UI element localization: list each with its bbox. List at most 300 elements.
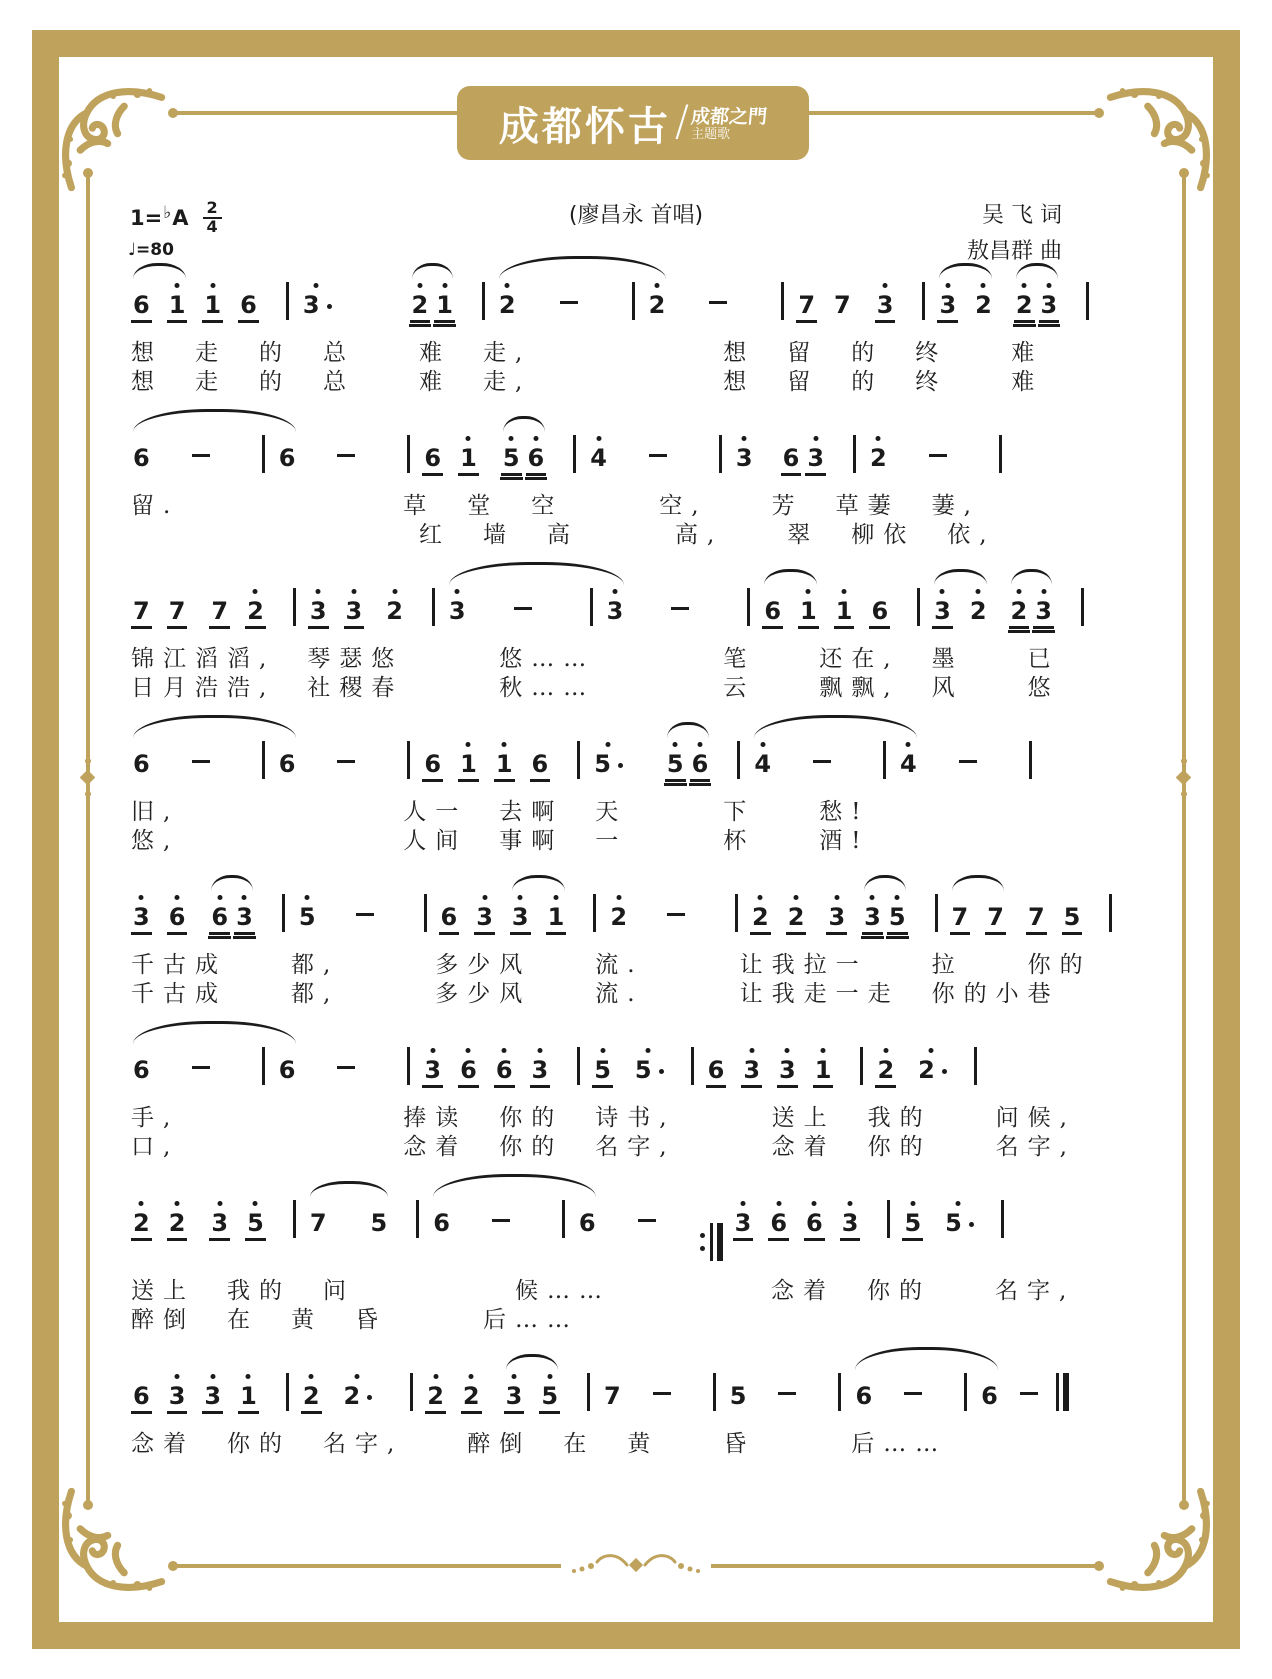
- octave-dot: [442, 283, 447, 288]
- octave-dot: [616, 895, 621, 900]
- lyric-row-2: 口, 念着 你的 名字, 念着 你的 名字,: [131, 1134, 1076, 1160]
- music-system: [131, 1017, 1081, 1162]
- slur-arc: [499, 256, 666, 279]
- slur-arc: [952, 875, 1004, 891]
- octave-dot: [883, 283, 888, 288]
- note-token: 6: [422, 751, 443, 782]
- note-token: 5: [501, 445, 522, 476]
- note-token: 3: [301, 292, 332, 320]
- note-token: 7: [1026, 904, 1047, 935]
- barline: [1029, 741, 1032, 779]
- octave-dot: [673, 742, 678, 747]
- octave-dot: [612, 589, 617, 594]
- octave-dot: [1041, 589, 1046, 594]
- octave-dot: [518, 895, 523, 900]
- music-system: [131, 711, 1081, 856]
- note-token: 2: [916, 1057, 947, 1085]
- octave-dot: [466, 742, 471, 747]
- note-token: 1: [546, 904, 567, 935]
- octave-dot: [217, 895, 222, 900]
- notes-row: [131, 405, 1081, 492]
- augmentation-dot: [942, 1069, 947, 1074]
- octave-dot: [553, 895, 558, 900]
- corner-flourish-icon: [56, 82, 166, 192]
- key-letter: A: [172, 205, 189, 230]
- dash-token: [337, 446, 355, 470]
- lyric-row-1: 念着 你的 名字, 醉倒 在 黄 昏 后……: [131, 1431, 948, 1457]
- note-token: 2: [786, 904, 807, 935]
- note-token: 6: [804, 1210, 825, 1241]
- barline: [407, 1047, 410, 1085]
- note-token: 5: [887, 904, 908, 935]
- dash-token: [337, 1058, 355, 1082]
- barline: [737, 741, 740, 779]
- note-token: 6: [762, 598, 783, 629]
- lyric-row-1: 手, 捧读 你的 诗书, 送上 我的 问候,: [131, 1105, 1076, 1131]
- octave-dot: [794, 895, 799, 900]
- barline: [1081, 588, 1084, 626]
- octave-dot: [469, 1374, 474, 1379]
- octave-dot: [139, 895, 144, 900]
- note-token: 3: [777, 1057, 798, 1088]
- octave-dot: [945, 283, 950, 288]
- title-subtitle-name: 成都之門: [690, 105, 769, 128]
- dash-token: [813, 752, 831, 776]
- premiere-credit: (廖昌永 首唱): [568, 203, 704, 228]
- note-token: 6: [781, 445, 802, 476]
- note-token: 2: [245, 598, 266, 629]
- octave-dot: [821, 1048, 826, 1053]
- note-token: 7: [131, 598, 152, 629]
- music-system: [131, 1343, 1081, 1459]
- note-token: 6: [238, 292, 259, 323]
- octave-dot: [883, 1048, 888, 1053]
- octave-dot: [433, 1374, 438, 1379]
- note-token: 5: [245, 1210, 266, 1241]
- dash-token: [356, 905, 374, 929]
- barline: [293, 588, 296, 626]
- barline: [974, 1047, 977, 1085]
- slur-arc: [310, 1181, 388, 1197]
- note-token: 2: [461, 1383, 482, 1414]
- octave-dot: [246, 1374, 251, 1379]
- note-token: 4: [898, 751, 919, 779]
- slur-arc: [133, 1021, 296, 1044]
- note-token: 1: [202, 292, 223, 323]
- octave-dot: [466, 1048, 471, 1053]
- lyric-row-1: 想 走 的 总 难 走, 想 留 的 终 难: [131, 340, 1044, 366]
- slur-arc: [412, 263, 453, 279]
- note-token: 6: [433, 1209, 450, 1237]
- octave-dot: [806, 589, 811, 594]
- note-token: 2: [384, 598, 405, 626]
- barline: [781, 282, 784, 320]
- note-token: 1: [494, 751, 515, 782]
- barline: [262, 741, 265, 779]
- music-system: [131, 405, 1081, 550]
- note-token: 6: [494, 1057, 515, 1088]
- note-token: 2: [868, 445, 889, 473]
- note-token: 5: [943, 1210, 974, 1238]
- note-token: 6: [209, 904, 230, 935]
- page-title: 成都怀古: [498, 103, 671, 150]
- slur-arc: [754, 715, 917, 738]
- note-token: 3: [422, 1057, 443, 1088]
- dash-token: [653, 1384, 671, 1408]
- octave-dot: [537, 1048, 542, 1053]
- note-token: 6: [131, 292, 152, 323]
- octave-dot: [760, 742, 765, 747]
- octave-dot: [309, 1374, 314, 1379]
- octave-dot: [175, 283, 180, 288]
- barline: [853, 435, 856, 473]
- barline: [719, 435, 722, 473]
- octave-dot: [976, 589, 981, 594]
- lyric-row-2: 千古成 都, 多少风 流. 让我走一走 你的小巷: [131, 981, 1060, 1007]
- barline: [691, 1047, 694, 1085]
- note-token: 2: [608, 904, 629, 932]
- dash-token: [929, 446, 947, 470]
- note-token: 2: [342, 1383, 373, 1411]
- octave-dot: [242, 895, 247, 900]
- lyric-row-1: 送上 我的 问 候…… 念着 你的 名字,: [131, 1278, 1076, 1304]
- lyric-row-2: 日月浩浩, 社稷春 秋…… 云 飘飘, 风 悠: [131, 675, 1060, 701]
- octave-dot: [605, 742, 610, 747]
- slur-arc: [211, 875, 253, 891]
- note-token: 5: [729, 1382, 747, 1410]
- note-token: 2: [968, 598, 989, 626]
- note-token: 5: [633, 1057, 664, 1085]
- octave-dot: [210, 283, 215, 288]
- octave-dot: [654, 283, 659, 288]
- barline: [587, 1373, 590, 1411]
- barline: [562, 1200, 565, 1238]
- note-token: 6: [133, 750, 150, 778]
- note-token: 6: [458, 1057, 479, 1088]
- octave-dot: [842, 589, 847, 594]
- octave-dot: [876, 436, 881, 441]
- notes-row: [131, 711, 1081, 798]
- barline: [1109, 894, 1112, 932]
- note-token: 6: [706, 1057, 727, 1088]
- octave-dot: [870, 895, 875, 900]
- slur-arc: [133, 715, 296, 738]
- final-barline: [1056, 1373, 1069, 1411]
- octave-dot: [175, 895, 180, 900]
- lyric-row-1: 旧, 人一 去啊 天 下 愁!: [131, 799, 870, 825]
- octave-dot: [813, 436, 818, 441]
- octave-dot: [776, 1201, 781, 1206]
- barline: [935, 894, 938, 932]
- octave-dot: [217, 1201, 222, 1206]
- barline: [1086, 282, 1089, 320]
- augmentation-dot: [327, 304, 332, 309]
- octave-dot: [430, 1048, 435, 1053]
- note-token: 1: [458, 445, 479, 476]
- octave-dot: [482, 895, 487, 900]
- inner-border-left: [86, 172, 90, 1506]
- barline: [407, 741, 410, 779]
- corner-flourish-icon: [1106, 1487, 1216, 1597]
- barline: [293, 1200, 296, 1238]
- dash-token: [1020, 1384, 1038, 1408]
- barline: [262, 1047, 265, 1085]
- note-token: 3: [932, 598, 953, 629]
- octave-dot: [175, 1201, 180, 1206]
- octave-dot: [740, 1201, 745, 1206]
- slur-arc: [864, 875, 906, 891]
- augmentation-dot: [969, 1222, 974, 1227]
- octave-dot: [305, 895, 310, 900]
- note-token: 1: [798, 598, 819, 629]
- augmentation-dot: [659, 1069, 664, 1074]
- dash-token: [192, 1058, 210, 1082]
- barline: [860, 1047, 863, 1085]
- octave-dot: [895, 895, 900, 900]
- right-edge-ornament-icon: [1178, 758, 1189, 797]
- note-token: 2: [750, 904, 771, 935]
- dash-token: [709, 293, 727, 317]
- barline: [922, 282, 925, 320]
- notes-row: [131, 1017, 1081, 1104]
- slur-arc: [934, 569, 987, 585]
- note-token: 2: [167, 1210, 188, 1241]
- octave-dot: [981, 283, 986, 288]
- note-token: 6: [278, 1056, 296, 1084]
- note-token: 6: [578, 1209, 596, 1237]
- note-token: 6: [869, 598, 890, 629]
- barline: [999, 435, 1002, 473]
- notes-row: [131, 558, 1081, 645]
- note-token: 6: [133, 1056, 150, 1084]
- barline: [887, 1200, 890, 1238]
- barline: [577, 1047, 580, 1085]
- bottom-ornament-icon: [561, 1540, 711, 1590]
- lyric-row-1: 留. 草 堂 空 空, 芳 草萋 萋,: [131, 493, 980, 519]
- octave-dot: [392, 589, 397, 594]
- lyric-row-2: 红 墙 高 高, 翠 柳依 依,: [131, 522, 996, 548]
- augmentation-dot: [367, 1395, 372, 1400]
- dash-token: [778, 1384, 796, 1408]
- note-token: 3: [1039, 292, 1060, 323]
- barline: [432, 588, 435, 626]
- note-token: 1: [167, 292, 188, 323]
- dash-token: [638, 1211, 656, 1235]
- dash-token: [671, 599, 689, 623]
- barline: [735, 894, 738, 932]
- octave-dot: [417, 283, 422, 288]
- lyricist-credit: 吴 飞 词: [982, 203, 1062, 228]
- note-token: 6: [526, 445, 547, 476]
- dash-token: [492, 1211, 510, 1235]
- barline: [286, 282, 289, 320]
- note-token: 2: [1014, 292, 1035, 323]
- note-token: 3: [344, 598, 365, 629]
- barline: [590, 588, 593, 626]
- note-token: 3: [826, 904, 847, 935]
- octave-dot: [509, 436, 514, 441]
- barline: [632, 282, 635, 320]
- lyric-row-1: 千古成 都, 多少风 流. 让我拉一 拉 你的: [131, 952, 1092, 978]
- octave-dot: [600, 1048, 605, 1053]
- barline: [1001, 1200, 1004, 1238]
- note-token: 7: [167, 598, 188, 629]
- slur-arc: [433, 1174, 596, 1197]
- note-token: 7: [209, 598, 230, 629]
- note-token: 5: [592, 751, 623, 779]
- note-token: 6: [855, 1382, 873, 1410]
- note-token: 7: [985, 904, 1006, 935]
- slur-arc: [133, 409, 296, 432]
- note-token: 2: [1009, 598, 1030, 629]
- augmentation-dot: [618, 763, 623, 768]
- note-token: 6: [530, 751, 551, 782]
- octave-dot: [533, 436, 538, 441]
- corner-flourish-icon: [56, 1487, 166, 1597]
- octave-dot: [505, 283, 510, 288]
- key-signature: [130, 200, 222, 236]
- octave-dot: [956, 1201, 961, 1206]
- note-token: 2: [131, 1210, 152, 1241]
- octave-dot: [314, 283, 319, 288]
- barline: [286, 1373, 289, 1411]
- octave-dot: [139, 1201, 144, 1206]
- barline: [917, 588, 920, 626]
- note-token: 2: [410, 292, 431, 323]
- octave-dot: [646, 1048, 651, 1053]
- octave-dot: [1016, 589, 1021, 594]
- note-token: 1: [813, 1057, 834, 1088]
- lyric-row-2: 醉倒 在 黄 昏 后……: [131, 1307, 579, 1333]
- composer-credit: 敖昌群 曲: [967, 239, 1062, 264]
- dash-token: [192, 446, 210, 470]
- note-token: 7: [796, 292, 817, 323]
- note-token: 6: [167, 904, 188, 935]
- octave-dot: [1046, 283, 1051, 288]
- note-token: 3: [447, 598, 468, 626]
- slur-arc: [1011, 569, 1052, 585]
- notes-row: [131, 252, 1081, 339]
- note-token: 7: [834, 291, 851, 319]
- octave-dot: [812, 1201, 817, 1206]
- barline: [573, 435, 576, 473]
- octave-dot: [785, 1048, 790, 1053]
- note-token: 6: [278, 750, 296, 778]
- meter-numerator: 2: [206, 198, 218, 217]
- octave-dot: [351, 589, 356, 594]
- lyric-row-2: 想 走 的 总 难 走, 想 留 的 终 难: [131, 369, 1044, 395]
- octave-dot: [742, 436, 747, 441]
- note-token: 3: [167, 1383, 188, 1414]
- music-systems: [131, 252, 1092, 1467]
- meter-denominator: 4: [203, 217, 222, 236]
- note-token: 6: [278, 444, 296, 472]
- note-token: 5: [665, 751, 686, 782]
- barline: [747, 588, 750, 626]
- octave-dot: [455, 589, 460, 594]
- note-token: 3: [734, 445, 755, 473]
- octave-dot: [253, 589, 258, 594]
- octave-dot: [502, 1048, 507, 1053]
- notes-row: [131, 1343, 1081, 1430]
- tempo-marking: ♩=80: [128, 240, 174, 260]
- note-token: 3: [474, 904, 495, 935]
- slur-arc: [1016, 263, 1058, 279]
- octave-dot: [210, 1374, 215, 1379]
- octave-dot: [502, 742, 507, 747]
- note-token: 6: [690, 751, 711, 782]
- flat-sign: ♭: [163, 202, 172, 223]
- note-token: 3: [862, 904, 883, 935]
- note-token: 6: [133, 444, 150, 472]
- note-token: 3: [840, 1210, 861, 1241]
- note-token: 6: [131, 1383, 152, 1414]
- octave-dot: [848, 1201, 853, 1206]
- dash-token: [959, 752, 977, 776]
- note-token: 4: [588, 445, 609, 473]
- note-token: 3: [510, 904, 531, 935]
- octave-dot: [929, 1048, 934, 1053]
- octave-dot: [596, 436, 601, 441]
- dash-token: [649, 446, 667, 470]
- note-token: 1: [434, 292, 455, 323]
- note-token: 3: [308, 598, 329, 629]
- octave-dot: [906, 742, 911, 747]
- note-token: 2: [973, 292, 994, 320]
- dash-token: [560, 293, 578, 317]
- note-token: 2: [497, 292, 518, 320]
- barline: [282, 894, 285, 932]
- octave-dot: [466, 436, 471, 441]
- note-token: 7: [604, 1382, 621, 1410]
- note-token: 5: [539, 1383, 560, 1414]
- octave-dot: [511, 1374, 516, 1379]
- barline: [424, 894, 427, 932]
- barline: [713, 1373, 716, 1411]
- note-token: 3: [131, 904, 152, 935]
- note-token: 1: [834, 598, 855, 629]
- octave-dot: [834, 895, 839, 900]
- note-token: 3: [875, 292, 896, 323]
- dash-token: [192, 752, 210, 776]
- music-system: [131, 864, 1092, 1009]
- note-token: 6: [422, 445, 443, 476]
- octave-dot: [175, 1374, 180, 1379]
- left-edge-ornament-icon: [82, 758, 93, 797]
- note-token: 3: [504, 1383, 525, 1414]
- octave-dot: [1022, 283, 1027, 288]
- note-token: 3: [234, 904, 255, 935]
- slur-arc: [764, 569, 817, 585]
- octave-dot: [697, 742, 702, 747]
- octave-dot: [547, 1374, 552, 1379]
- note-token: 2: [647, 292, 668, 320]
- repeat-barline: [700, 1223, 723, 1261]
- octave-dot: [316, 589, 321, 594]
- music-system: [131, 252, 1081, 397]
- barline: [593, 894, 596, 932]
- meter-fraction: [203, 200, 222, 236]
- note-token: 3: [530, 1057, 551, 1088]
- note-token: 5: [297, 904, 318, 932]
- note-token: 6: [981, 1382, 998, 1410]
- note-token: 5: [1062, 904, 1083, 935]
- note-token: 3: [733, 1210, 754, 1241]
- note-token: 3: [202, 1383, 223, 1414]
- note-token: 1: [458, 751, 479, 782]
- note-token: 4: [752, 751, 773, 779]
- note-token: 7: [309, 1209, 327, 1237]
